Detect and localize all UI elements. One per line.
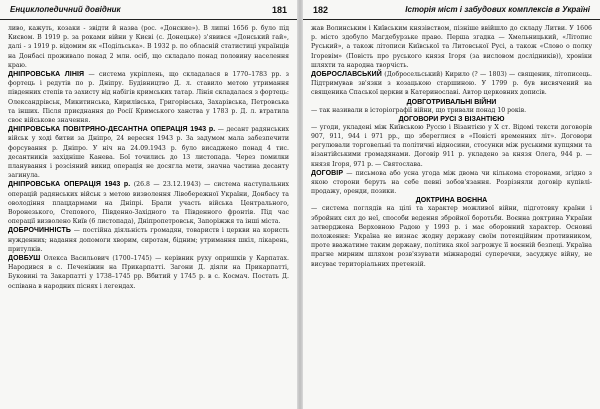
entry-headword: ДНІПРОВСЬКА ЛІНІЯ bbox=[8, 71, 85, 79]
entry-headword: ДОБРОСЛАВСЬКИЙ bbox=[311, 71, 382, 79]
right-page-number: 182 bbox=[313, 4, 329, 15]
entry-body: — письмова або усна угода між двома чи кількома сторонами, згідно з якою сторони беруть на себе певні зобов'язання. Розрізняли договір купівлі-продажу, оренди, позики. bbox=[311, 169, 592, 196]
entry-body: жав Волинським і Київським князівством, пізніше ввійшло до складу Литви. У 1606 р. місто здобуло Магдебурзьке право. Перша згадка — Хмельницький, «Літопис Руський», а також літописи Київської та Литовської Русі, а також «Слово о полку Ігоревім» (Повість про руського князя Ігоря (за висловом дослідників)), хроніки шляхти та народна творчість. bbox=[311, 25, 592, 69]
entry-body: — постійна діяльність громадян, товариств і церкви на користь нужденних; надання допомоги хворим, сиротам, бідним; утримання шкіл, лікарень, притулків. bbox=[8, 227, 289, 253]
entry-headword: ДНІПРОВСЬКА ПОВІТРЯНО-ДЕСАНТНА ОПЕРАЦІЯ 1943 р. bbox=[8, 126, 216, 134]
right-page-header bbox=[303, 0, 600, 20]
entry-body: — угоди, укладені між Київською Руссю і Візантією у X ст. Відомі тексти договорів 907, 911, 944 і 971 рр., що збереглися в «Повісті временних літ». Договори регулювали торговельні та політичні відносини, стосунки між руськими купцями та візантійськими громадянами. Договір 911 р. укладено за князя Олега, 944 р. — князя Ігоря, 971 р. — Святослава. bbox=[311, 123, 592, 168]
right-text-column bbox=[311, 24, 592, 405]
left-running-title: Енциклопедичний довідник bbox=[10, 5, 121, 14]
entry-headword-centered: ДОВГОТРИВАЛЬНІ ВІЙНИ bbox=[406, 98, 497, 106]
entry-headword-centered: ДОКТРИНА ВОЄННА bbox=[415, 197, 488, 205]
entry-body: — система укріплень, що складалася в 1770–1783 рр. з фортець і редутів по р. Дніпру. Будівництво Д. л. ставило метою утримання південних степів та захисту від набігів кримських татар. Лінія складалася з фортець: Олександрівськ, Микитинська, Кирилівська, Григорівська, Захарівська, Петровська та інших. Після приєднання до Росії Кримського ханства у 1783 р. Д. л. втратила своє військове значення. bbox=[8, 71, 289, 125]
entry-headword: ДОБРОЧИННІСТЬ bbox=[8, 227, 71, 235]
entry bbox=[311, 24, 592, 70]
entry bbox=[311, 169, 592, 197]
right-page bbox=[303, 0, 600, 409]
left-page-number: 181 bbox=[271, 4, 287, 15]
entry-body: Олекса Васильович (1700–1745) — керівник руху опришків у Карпатах. Народився в с. Печеніжин на Прикарпатті. Загони Д. діяли на Прикарпатті, Буковині та Закарпатті у 1738–1745 рр. Вбитий у 1745 р. в с. Космач. Постать Д. оспівана в народних піснях і легендах. bbox=[8, 255, 289, 290]
right-running-title: Історія міст і забудових комплексів в Україні bbox=[405, 5, 590, 14]
entry bbox=[8, 24, 289, 70]
entry bbox=[311, 204, 592, 268]
entry bbox=[311, 106, 592, 115]
entry bbox=[8, 70, 289, 125]
entry-body: (26.8 — 23.12.1943) — система наступальних операцій радянських військ з метою визволення Лівобережної України, Донбасу та оволодіння плацдармами на Дніпрі. Брали участь війська Центрального, Воронезького, Степового, Південно-Західного та Південного фронтів. Під час операції визволено Київ (6 листопада), Дніпропетровськ, Запоріжжя та інші міста. bbox=[8, 181, 289, 226]
entry bbox=[8, 254, 289, 291]
entry bbox=[311, 70, 592, 98]
entry-body: — система поглядів на цілі та характер можливої війни, підготовку країни і збройних сил до неї, способи ведення збройної боротьби. Воєнна доктрина України затверджена Верховною Радою у 1993 р. і має оборонний характер. Основні положення: Україна не визнає жодну державу своїм потенційним противником, проте вважатиме таким державу, політика якої загрожує її воєнній безпеці. Україна прагне мирним шляхом розв'язувати міжнародні суперечки, засуджує війну, не висуває територіальних претензій. bbox=[311, 205, 592, 268]
entry bbox=[311, 123, 592, 169]
entry-body: (Добросельський) Кирило (? — 1803) — священик, літописець. Підтримував зв'язки з козацькою старшиною. У 1799 р. був висвячений на священика Спаської церкви в Катеринославі. Автор церковних дописів. bbox=[311, 71, 593, 97]
left-page bbox=[0, 0, 297, 409]
left-page-header bbox=[0, 0, 297, 20]
entry-body: — так називали в історіографії війни, що тривали понад 10 років. bbox=[311, 106, 527, 114]
entry bbox=[8, 125, 289, 180]
entry-headword: ДОГОВІР bbox=[311, 169, 344, 177]
entry-headword-centered: ДОГОВОРИ РУСІ З ВІЗАНТІЄЮ bbox=[398, 115, 505, 123]
entry-headword: ДНІПРОВСЬКА ОПЕРАЦІЯ 1943 р. bbox=[8, 181, 131, 189]
entry-body: ливо, кажуть, козаки - звідти й назва (рос. «Донские»). В липні 1656 р. було під Києвом. В 1919 р. за роками війни у Києві (с. Донецьке) з'явився «Донський гай», далі - з 1919 р. відомим як «Подільська». В 1932 р. по обласній статистиці українців на Донбасі проживало понад 2 млн. осіб, що складало понад половину населення краю. bbox=[8, 25, 289, 69]
left-text-column bbox=[8, 24, 289, 405]
entry bbox=[8, 226, 289, 254]
entry bbox=[8, 180, 289, 226]
entry-headword: ДОВБУШ bbox=[8, 255, 41, 263]
entry-body: — десант радянських військ у ході битви за Дніпро, 24 вересня 1943 р. За задумом мала забезпечити форсування р. Дніпро. У ніч на 24.09.1943 р. було висаджено понад 4 тис. десантників західніше Канева. Бої точились до 13 листопада. Через помилки планування і розсіяний викид операція не досягла мети, значна частина десанту загинула. bbox=[8, 126, 289, 180]
